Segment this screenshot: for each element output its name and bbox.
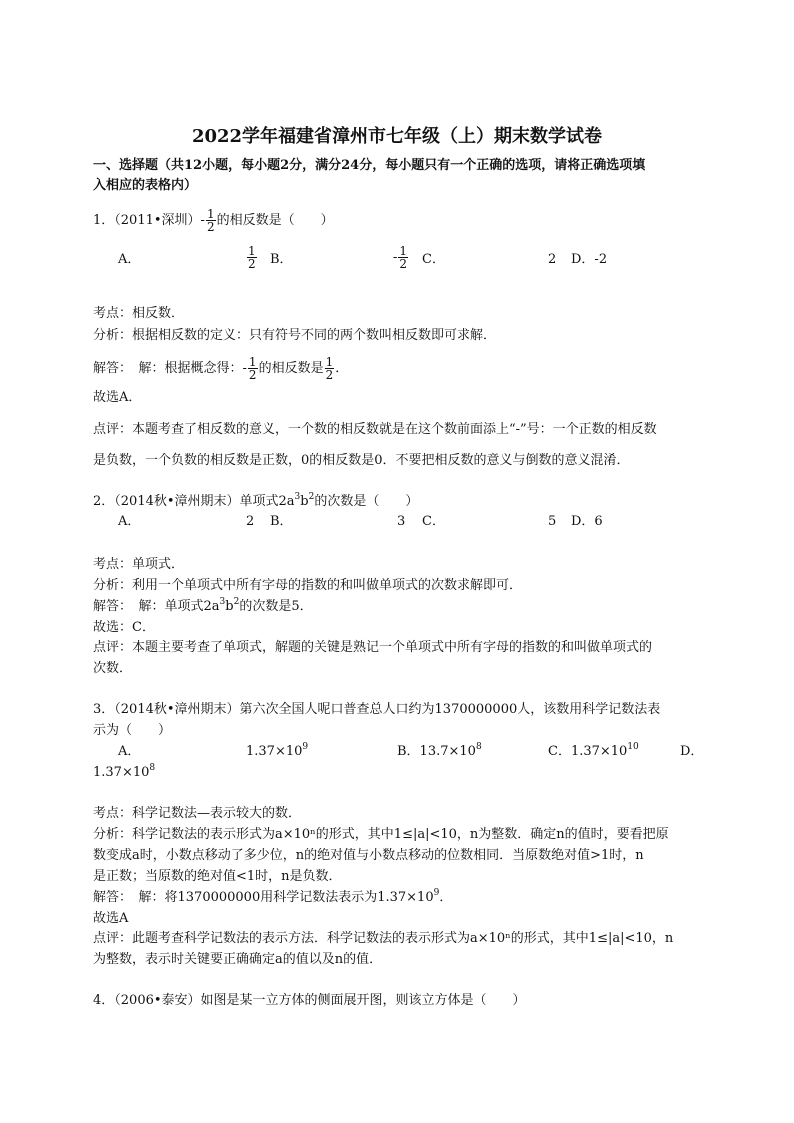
q1-dianping-line2: 是负数，一个负数的相反数是正数，0的相反数是0．不要把相反数的意义与倒数的意义混淆．	[93, 453, 630, 468]
q3-fenxi-line2: 数变成a时，小数点移动了多少位，n的绝对值与小数点移动的位数相同．当原数绝对值>1时，n	[93, 848, 644, 863]
q1-kaodian: 考点：相反数．	[93, 306, 185, 321]
q1-jieda: 解答： 解：根据概念得：- $\frac{1}{2}$ 的相反数是 $\frac{1}{2}$ ．	[93, 355, 349, 382]
question-4-stem: 4．（2006•泰安）如图是某一立方体的侧面展开图，则该立方体是（ ）	[93, 993, 526, 1008]
q3-guxuan: 故选A	[93, 911, 129, 926]
q3-option-a-value: $1.37\times 10^9$	[246, 742, 309, 759]
q1-option-b-value: - $\frac{1}{2}$	[393, 244, 408, 271]
q1-fenxi: 分析：根据相反数的定义：只有符号不同的两个数叫相反数即可求解．	[93, 328, 497, 343]
q1-option-a-value: $\frac{1}{2}$	[248, 244, 256, 271]
q1-fraction: $\frac{1}{2}$	[206, 207, 215, 234]
q1-neg-sign: -	[200, 213, 205, 228]
q1-stem-prefix: 1．（2011•深圳）	[93, 213, 201, 228]
page-title: 2022学年福建省漳州市七年级（上）期末数学试卷	[191, 126, 603, 147]
section-heading-line2: 入相应的表格内）	[93, 178, 198, 193]
q2-option-a-value: 2	[246, 514, 255, 529]
q3-dianping-line2: 为整数，表示时关键要正确确定a的值以及n的值．	[93, 952, 383, 967]
question-3-stem-line1: 3．（2014秋•漳州期末）第六次全国人呢口普查总人口约为1370000000人，该数用科学记数法表	[93, 702, 661, 717]
q1-guxuan: 故选A．	[93, 390, 142, 405]
q3-jieda: 解答： 解：将1370000000用科学记数法表示为$1.37\times 10^9$．	[93, 888, 453, 905]
q3-kaodian: 考点：科学记数法—表示较大的数．	[93, 806, 302, 821]
q1-option-a: A．	[118, 252, 141, 267]
q3-fenxi-line3: 是正数；当原数的绝对值<1时，n是负数．	[93, 869, 342, 884]
q1-option-c: C．	[422, 252, 445, 267]
q3-option-d-value: $1.37\times 10^8$	[93, 763, 156, 780]
q1-option-c-value: 2	[548, 252, 557, 267]
q2-guxuan: 故选：C．	[93, 620, 155, 635]
q1-option-d: D．-2	[571, 252, 608, 267]
q2-option-c: C．	[422, 514, 445, 529]
q3-option-d: D．	[680, 744, 704, 759]
q2-jieda: 解答： 解：单项式$2a^3b^2$的次数是5．	[93, 597, 313, 614]
question-2-stem: 2．（2014秋•漳州期末）单项式$2a^3b^2$的次数是（ ）	[93, 492, 419, 509]
q2-option-c-value: 5	[548, 514, 557, 529]
q2-dianping-line1: 点评：本题主要考查了单项式，解题的关键是熟记一个单项式中所有字母的指数的和叫做单项式的	[93, 640, 653, 655]
question-1-stem	[93, 208, 334, 233]
q2-dianping-line2: 次数．	[93, 661, 133, 676]
q2-option-b: B．	[270, 514, 293, 529]
q1-option-b: B．	[270, 252, 293, 267]
q3-fenxi-line1: 分析：科学记数法的表示形式为a×10ⁿ的形式，其中1≤|a|<10，n为整数．确定n的值时，要看把原	[93, 827, 669, 842]
q1-stem-suffix: 的相反数是（ ）	[216, 213, 334, 228]
q3-option-b: B．$13.7\times 10^8$	[397, 742, 482, 759]
q2-option-a: A．	[118, 514, 141, 529]
q2-option-b-value: 3	[397, 514, 406, 529]
q1-dianping-line1: 点评：本题考查了相反数的意义，一个数的相反数就是在这个数前面添上“-”号：一个正数的相反数	[93, 422, 657, 437]
q2-fenxi: 分析：利用一个单项式中所有字母的指数的和叫做单项式的次数求解即可．	[93, 578, 523, 593]
q2-option-d: D．6	[571, 514, 603, 529]
q2-kaodian: 考点：单项式．	[93, 557, 185, 572]
question-3-stem-line2: 示为（ ）	[93, 723, 172, 738]
q3-option-c: C．$1.37\times 10^{10}$	[548, 742, 639, 759]
q3-dianping-line1: 点评：此题考查科学记数法的表示方法．科学记数法的表示形式为a×10ⁿ的形式，其中1≤|a|<10，n	[93, 931, 674, 946]
section-heading-line1: 一、选择题（共12小题，每小题2分，满分24分，每小题只有一个正确的选项，请将正确选项填	[93, 158, 646, 173]
q3-option-a: A．	[118, 744, 141, 759]
